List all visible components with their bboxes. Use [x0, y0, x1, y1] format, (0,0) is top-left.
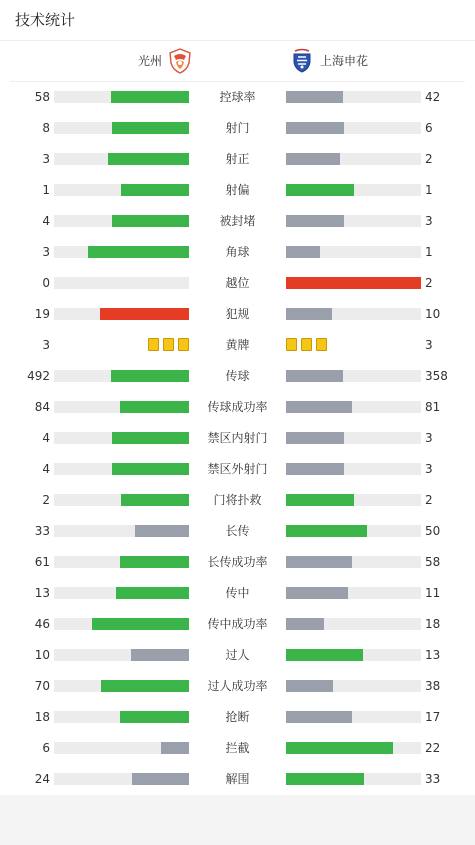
home-bar-track: [54, 370, 189, 382]
home-value: 6: [42, 741, 50, 755]
home-bar-fill: [131, 649, 189, 661]
home-value: 58: [34, 90, 50, 104]
stat-label: 抢断: [225, 710, 250, 724]
home-value: 2: [42, 493, 50, 507]
away-value: 18: [425, 617, 441, 631]
home-bar-track: [54, 525, 189, 537]
stat-label: 禁区外射门: [207, 462, 268, 476]
away-bar-track: [286, 370, 421, 382]
home-value: 4: [42, 214, 50, 228]
home-value: 33: [34, 524, 50, 538]
home-value: 4: [42, 431, 50, 445]
away-value: 17: [425, 710, 441, 724]
away-bar-track: [286, 680, 421, 692]
away-bar-track: [286, 711, 421, 723]
home-team[interactable]: [138, 47, 192, 75]
away-bar-track: [286, 122, 421, 134]
home-bar-fill: [121, 494, 189, 506]
home-bar-fill: [112, 463, 189, 475]
home-bar-fill: [112, 122, 189, 134]
yellow-card-icon: [163, 338, 174, 351]
stat-row: [0, 242, 475, 262]
home-bar-track: [54, 463, 189, 475]
home-value: 46: [34, 617, 50, 631]
home-value: 8: [42, 121, 50, 135]
home-bar-track: [54, 556, 189, 568]
home-bar-track: [54, 742, 189, 754]
away-value: 11: [425, 586, 441, 600]
stat-row: [0, 87, 475, 107]
home-bar-fill: [116, 587, 189, 599]
away-value: 33: [425, 772, 441, 786]
away-bar-fill: [286, 246, 320, 258]
away-value: 358: [425, 369, 448, 383]
away-bar-fill: [286, 432, 344, 444]
yellow-card-icon: [301, 338, 312, 351]
stat-row: [0, 366, 475, 386]
stat-label: 黄牌: [225, 338, 250, 352]
home-bar-fill: [92, 618, 189, 630]
away-bar-track: [286, 618, 421, 630]
home-bar-fill: [120, 401, 189, 413]
away-bar-fill: [286, 184, 354, 196]
away-bar-fill: [286, 308, 332, 320]
home-value: 10: [34, 648, 50, 662]
home-bar-fill: [132, 773, 189, 785]
home-bar-track: [54, 618, 189, 630]
home-value: 61: [34, 555, 50, 569]
home-bar-track: [54, 122, 189, 134]
away-bar-fill: [286, 153, 340, 165]
stat-label: 越位: [225, 276, 250, 290]
yellow-card-icon: [286, 338, 297, 351]
stat-row: [0, 304, 475, 324]
stat-row: [0, 273, 475, 293]
stat-row: [0, 397, 475, 417]
away-bar-track: [286, 277, 421, 289]
home-bar-track: [54, 215, 189, 227]
away-value: 2: [425, 276, 433, 290]
away-value: 2: [425, 493, 433, 507]
away-value: 81: [425, 400, 441, 414]
away-value: 6: [425, 121, 433, 135]
away-value: 50: [425, 524, 441, 538]
away-bar-fill: [286, 91, 343, 103]
stat-label: 被封堵: [219, 214, 256, 228]
stat-label: 角球: [225, 245, 250, 259]
home-value: 3: [42, 152, 50, 166]
away-bar-track: [286, 91, 421, 103]
stat-label: 射偏: [225, 183, 250, 197]
home-bar-fill: [108, 153, 189, 165]
stat-label: 传中成功率: [207, 617, 268, 631]
away-value: 22: [425, 741, 441, 755]
away-value: 3: [425, 462, 433, 476]
away-bar-track: [286, 246, 421, 258]
home-bar-track: [54, 153, 189, 165]
away-value: 58: [425, 555, 441, 569]
stat-label: 拦截: [225, 741, 250, 755]
stat-row: [0, 118, 475, 138]
home-value: 18: [34, 710, 50, 724]
home-bar-fill: [120, 711, 189, 723]
home-value: 4: [42, 462, 50, 476]
home-bar-track: [54, 711, 189, 723]
stat-label: 长传成功率: [207, 555, 268, 569]
home-bar-fill: [135, 525, 189, 537]
away-bar-track: [286, 525, 421, 537]
away-team-logo-icon: [290, 48, 314, 74]
away-value: 42: [425, 90, 441, 104]
away-bar-fill: [286, 401, 352, 413]
away-bar-track: [286, 494, 421, 506]
away-bar-fill: [286, 773, 364, 785]
home-value: 19: [34, 307, 50, 321]
home-bar-fill: [111, 91, 189, 103]
home-bar-track: [54, 587, 189, 599]
away-bar-fill: [286, 680, 333, 692]
home-bar-track: [54, 91, 189, 103]
away-bar-track: [286, 556, 421, 568]
away-bar-fill: [286, 122, 344, 134]
away-value: 2: [425, 152, 433, 166]
home-bar-fill: [121, 184, 189, 196]
stat-label: 射门: [225, 121, 250, 135]
home-bar-track: [54, 184, 189, 196]
away-value: 1: [425, 183, 433, 197]
stat-label: 传中: [225, 586, 250, 600]
home-value: 13: [34, 586, 50, 600]
home-bar-track: [54, 246, 189, 258]
home-bar-track: [54, 649, 189, 661]
stat-label: 门将扑救: [213, 493, 262, 507]
home-value: 70: [34, 679, 50, 693]
home-value: 3: [42, 338, 50, 352]
home-value: 24: [34, 772, 50, 786]
stat-label: 过人: [225, 648, 250, 662]
away-bar-fill: [286, 215, 344, 227]
away-value: 13: [425, 648, 441, 662]
away-value: 10: [425, 307, 441, 321]
home-value: 0: [42, 276, 50, 290]
stat-row: [0, 428, 475, 448]
stat-row: [0, 211, 475, 231]
away-bar-fill: [286, 525, 367, 537]
away-bar-fill: [286, 556, 352, 568]
home-yellow-cards: [148, 338, 189, 352]
stat-label: 解围: [225, 772, 250, 786]
away-bar-track: [286, 742, 421, 754]
yellow-card-icon: [178, 338, 189, 351]
home-bar-fill: [88, 246, 189, 258]
stat-row: [0, 707, 475, 727]
away-bar-fill: [286, 742, 393, 754]
stat-row: [0, 521, 475, 541]
home-bar-fill: [100, 308, 189, 320]
away-bar-track: [286, 215, 421, 227]
stat-row: [0, 552, 475, 572]
stat-label: 犯规: [225, 307, 250, 321]
stat-row: [0, 769, 475, 789]
away-bar-track: [286, 463, 421, 475]
stat-row: [0, 149, 475, 169]
home-bar-fill: [120, 556, 189, 568]
away-bar-track: [286, 308, 421, 320]
away-bar-track: [286, 401, 421, 413]
stat-row: [0, 180, 475, 200]
away-bar-track: [286, 153, 421, 165]
home-bar-fill: [111, 370, 189, 382]
home-bar-fill: [101, 680, 189, 692]
away-value: 38: [425, 679, 441, 693]
home-bar-track: [54, 432, 189, 444]
away-bar-fill: [286, 370, 343, 382]
away-value: 1: [425, 245, 433, 259]
home-bar-track: [54, 401, 189, 413]
away-value: 3: [425, 214, 433, 228]
stat-row: [0, 583, 475, 603]
away-bar-fill: [286, 711, 352, 723]
stat-row: [0, 335, 475, 355]
away-bar-track: [286, 587, 421, 599]
home-value: 492: [27, 369, 50, 383]
away-bar-fill: [286, 587, 348, 599]
away-team-name: 上海申花: [320, 54, 369, 68]
home-value: 1: [42, 183, 50, 197]
stat-row: [0, 490, 475, 510]
away-bar-fill: [286, 649, 363, 661]
away-yellow-cards: [286, 338, 327, 352]
away-bar-fill: [286, 494, 354, 506]
stat-label: 传球成功率: [207, 400, 268, 414]
away-team[interactable]: [290, 47, 368, 75]
home-bar-fill: [112, 432, 189, 444]
away-bar-fill: [286, 463, 344, 475]
home-bar-fill: [161, 742, 189, 754]
stat-row: [0, 676, 475, 696]
home-value: 84: [34, 400, 50, 414]
stat-row: [0, 459, 475, 479]
home-value: 3: [42, 245, 50, 259]
home-bar-track: [54, 680, 189, 692]
stat-label: 传球: [225, 369, 250, 383]
stat-row: [0, 645, 475, 665]
divider: [0, 40, 475, 41]
divider: [10, 81, 465, 82]
home-bar-track: [54, 494, 189, 506]
stat-row: [0, 738, 475, 758]
away-value: 3: [425, 338, 433, 352]
page-title: 技术统计: [15, 11, 76, 29]
stat-label: 禁区内射门: [207, 431, 268, 445]
stat-label: 长传: [225, 524, 250, 538]
yellow-card-icon: [316, 338, 327, 351]
away-bar-track: [286, 773, 421, 785]
away-value: 3: [425, 431, 433, 445]
away-bar-track: [286, 649, 421, 661]
home-bar-fill: [112, 215, 189, 227]
away-bar-fill: [286, 277, 421, 289]
stat-label: 过人成功率: [207, 679, 268, 693]
away-bar-track: [286, 432, 421, 444]
stat-label: 射正: [225, 152, 250, 166]
home-bar-track: [54, 773, 189, 785]
away-bar-track: [286, 184, 421, 196]
yellow-card-icon: [148, 338, 159, 351]
away-bar-fill: [286, 618, 324, 630]
stat-label: 控球率: [219, 90, 256, 104]
home-team-logo-icon: [168, 48, 192, 74]
home-team-name: 光州: [138, 54, 163, 68]
home-bar-track: [54, 308, 189, 320]
stat-row: [0, 614, 475, 634]
home-bar-track: [54, 277, 189, 289]
